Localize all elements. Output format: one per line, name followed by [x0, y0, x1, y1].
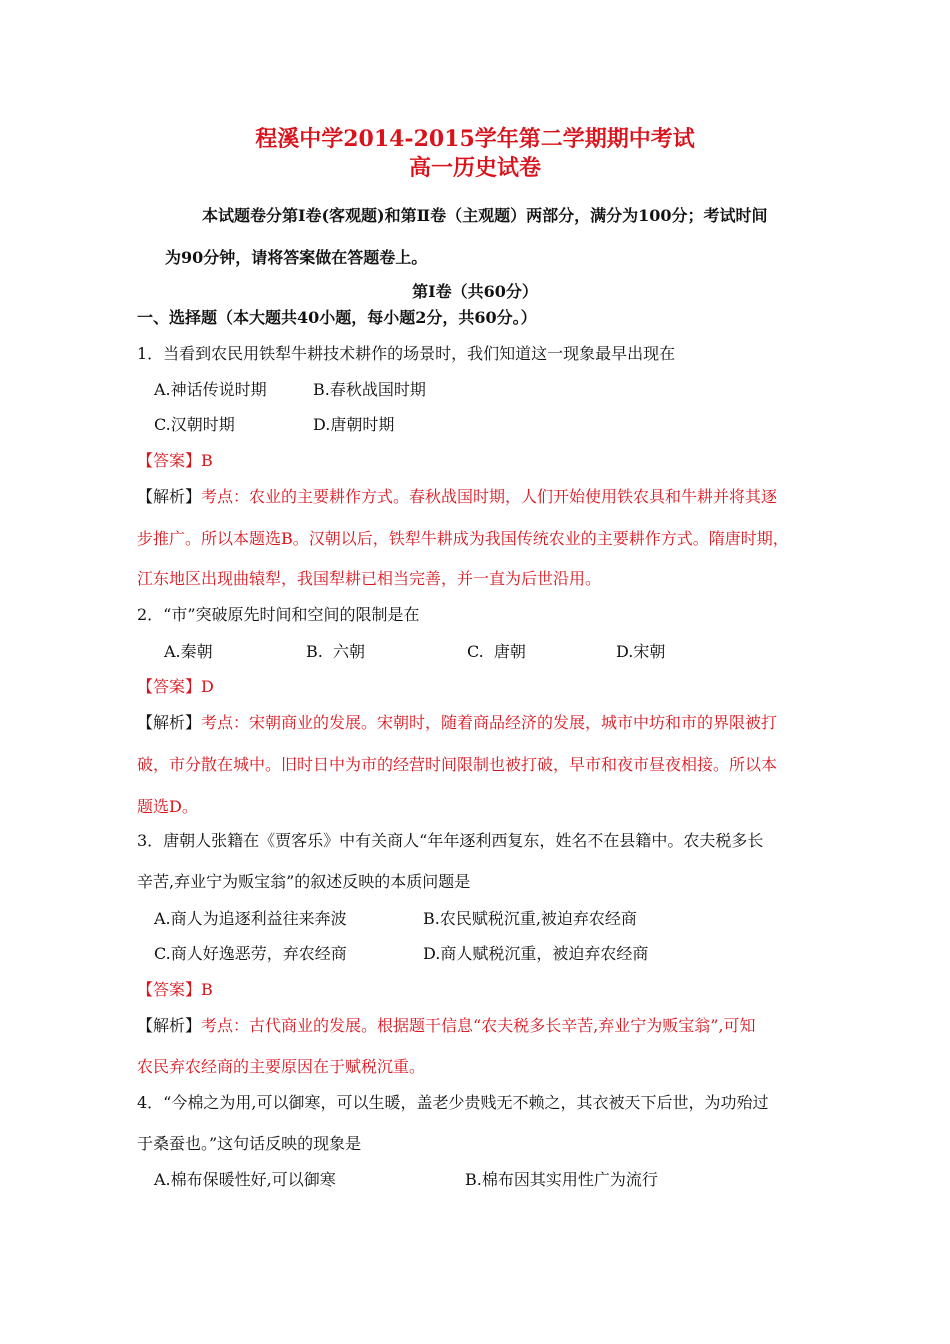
analysis-label: 【解析】 — [137, 713, 202, 732]
question-1-analysis-line-1 — [137, 484, 777, 507]
exam-subtitle: 高一历史试卷 — [408, 155, 541, 181]
question-1-stem: 1．当看到农民用铁犁牛耕技术耕作的场景时，我们知道这一现象最早出现在 — [137, 344, 676, 363]
question-2-answer — [137, 674, 214, 697]
answer-value: D — [201, 677, 214, 696]
question-1-answer — [137, 448, 213, 471]
exam-title: 程溪中学2014-2015学年第二学期期中考试 — [255, 126, 695, 152]
analysis-text: 考点：古代商业的发展。根据题干信息“农夫税多长辛苦,弃业宁为贩宝翁”,可知 — [201, 1016, 756, 1035]
question-3-option-d: D.商人赋税沉重，被迫弃农经商 — [423, 944, 649, 963]
question-4-stem-line-1: 4．“今棉之为用,可以御寒，可以生暖，盖老少贵贱无不赖之，其衣被天下后世，为功殆过 — [137, 1093, 769, 1112]
question-1-option-c: C.汉朝时期 — [154, 415, 235, 434]
question-4-option-b: B.棉布因其实用性广为流行 — [465, 1170, 658, 1189]
question-3-option-b: B.农民赋税沉重,被迫弃农经商 — [423, 909, 637, 928]
volume-heading: 第Ⅰ卷（共60分） — [412, 282, 538, 301]
answer-label: 【答案】 — [137, 451, 202, 470]
question-1-option-a: A.神话传说时期 — [154, 380, 267, 399]
analysis-text: 考点：农业的主要耕作方式。春秋战国时期，人们开始使用铁农具和牛耕并将其逐 — [201, 487, 778, 506]
question-3-stem-line-2: 辛苦,弃业宁为贩宝翁”的叙述反映的本质问题是 — [137, 872, 471, 891]
question-1-analysis-line-2: 步推广。所以本题选B。汉朝以后，铁犁牛耕成为我国传统农业的主要耕作方式。隋唐时期， — [137, 529, 789, 548]
question-1-option-d: D.唐朝时期 — [313, 415, 395, 434]
question-1-analysis-line-3: 江东地区出现曲辕犁，我国犁耕已相当完善，并一直为后世沿用。 — [137, 569, 602, 588]
question-4-stem-line-2: 于桑蚕也。”这句话反映的现象是 — [137, 1134, 362, 1153]
question-2-analysis-line-3: 题选D。 — [137, 797, 198, 816]
question-3-analysis-line-1 — [137, 1013, 756, 1036]
question-2-analysis-line-2: 破，市分散在城中。旧时日中为市的经营时间限制也被打破，早市和夜市昼夜相接。所以本 — [137, 755, 778, 774]
intro-line-1: 本试题卷分第Ⅰ卷(客观题)和第Ⅱ卷（主观题）两部分，满分为100分；考试时间 — [202, 206, 768, 225]
question-3-answer — [137, 977, 213, 1000]
question-2-stem: 2．“市”突破原先时间和空间的限制是在 — [137, 605, 420, 624]
answer-label: 【答案】 — [137, 677, 202, 696]
question-3-option-a: A.商人为追逐利益往来奔波 — [154, 909, 347, 928]
question-2-option-a: A.秦朝 — [164, 642, 213, 661]
question-3-analysis-line-2: 农民弃农经商的主要原因在于赋税沉重。 — [137, 1057, 426, 1076]
answer-value: B — [201, 980, 213, 999]
answer-value: B — [201, 451, 213, 470]
question-3-option-c: C.商人好逸恶劳，弃农经商 — [154, 944, 347, 963]
question-2-option-d: D.宋朝 — [616, 642, 666, 661]
answer-label: 【答案】 — [137, 980, 202, 999]
section-heading: 一、选择题（本大题共40小题，每小题2分，共60分。） — [137, 308, 537, 327]
analysis-label: 【解析】 — [137, 1016, 202, 1035]
question-2-option-b: B. 六朝 — [306, 642, 366, 661]
question-3-stem-line-1: 3．唐朝人张籍在《贾客乐》中有关商人“年年逐利西复东，姓名不在县籍中。农夫税多长 — [137, 831, 764, 850]
analysis-label: 【解析】 — [137, 487, 202, 506]
intro-line-2: 为90分钟，请将答案做在答题卷上。 — [165, 248, 428, 267]
question-1-option-b: B.春秋战国时期 — [313, 380, 426, 399]
question-2-analysis-line-1 — [137, 710, 777, 733]
question-2-option-c: C. 唐朝 — [467, 642, 526, 661]
question-4-option-a: A.棉布保暖性好,可以御寒 — [154, 1170, 336, 1189]
analysis-text: 考点：宋朝商业的发展。宋朝时，随着商品经济的发展，城市中坊和市的界限被打 — [201, 713, 778, 732]
